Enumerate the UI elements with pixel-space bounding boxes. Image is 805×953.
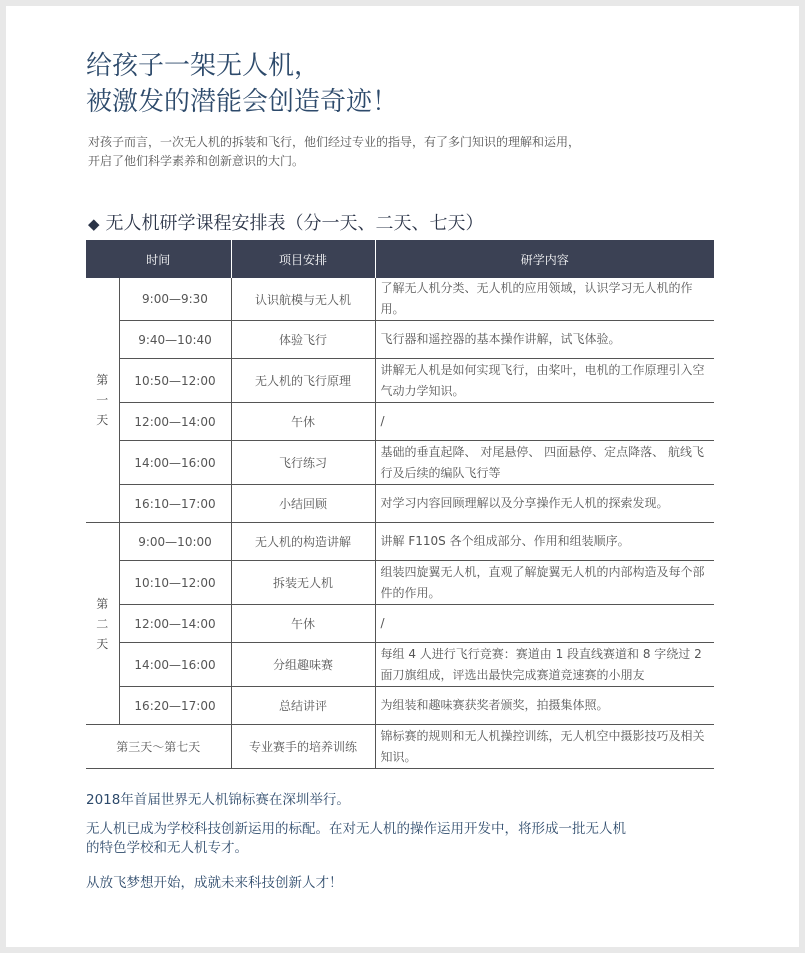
table-row	[86, 687, 714, 725]
title-line-1: 给孩子一架无人机，	[86, 51, 321, 81]
content-cell: 讲解无人机是如何实现飞行，由桨叶，电机的工作原理引入空气动力学知识。	[375, 359, 714, 403]
page-title	[86, 48, 398, 120]
time-cell: 14:00—16:00	[119, 441, 231, 485]
title-line-2: 被激发的潜能会创造奇迹！	[86, 87, 399, 117]
time-cell: 14:00—16:00	[119, 643, 231, 687]
time-cell: 9:40—10:40	[119, 321, 231, 359]
time-cell: 9:00—10:00	[119, 523, 231, 561]
content-cell: /	[375, 403, 714, 441]
project-cell: 认识航模与无人机	[231, 278, 375, 321]
project-cell: 午休	[231, 403, 375, 441]
content-cell: 了解无人机分类、无人机的应用领域，认识学习无人机的作用。	[375, 278, 714, 321]
project-cell: 午休	[231, 605, 375, 643]
content-cell: 每组 4 人进行飞行竞赛：赛道由 1 段直线赛道和 8 字绕过 2 面刀旗组成，评选出最快完成赛道竞速赛的小朋友	[375, 643, 714, 687]
header-content: 研学内容	[375, 240, 714, 278]
content-cell: 组装四旋翼无人机，直观了解旋翼无人机的内部构造及每个部件的作用。	[375, 561, 714, 605]
content-cell: 飞行器和遥控器的基本操作讲解，试飞体验。	[375, 321, 714, 359]
day-label-1: 第 一 天	[86, 278, 119, 523]
intro-paragraph	[88, 133, 688, 171]
time-cell: 10:50—12:00	[119, 359, 231, 403]
header-project: 项目安排	[231, 240, 375, 278]
project-cell: 专业赛手的培养训练	[231, 725, 375, 769]
time-cell: 16:20—17:00	[119, 687, 231, 725]
project-cell: 小结回顾	[231, 485, 375, 523]
project-cell: 体验飞行	[231, 321, 375, 359]
document-page	[6, 6, 799, 947]
intro-line-2: 开启了他们科学素养和创新意识的大门。	[88, 154, 305, 168]
table-row	[86, 278, 714, 321]
time-cell: 第三天～第七天	[86, 725, 231, 769]
header-time: 时间	[86, 240, 231, 278]
table-header-row	[86, 240, 714, 278]
day-label-2: 第 二 天	[86, 523, 119, 725]
project-cell: 总结讲评	[231, 687, 375, 725]
project-cell: 无人机的构造讲解	[231, 523, 375, 561]
table-row	[86, 441, 714, 485]
section-heading	[88, 209, 484, 235]
table-row	[86, 359, 714, 403]
content-cell: /	[375, 605, 714, 643]
time-cell: 10:10—12:00	[119, 561, 231, 605]
time-cell: 16:10—17:00	[119, 485, 231, 523]
time-cell: 12:00—14:00	[119, 403, 231, 441]
project-cell: 拆装无人机	[231, 561, 375, 605]
schedule-table	[86, 240, 714, 769]
content-cell: 讲解 F110S 各个组成部分、作用和组装顺序。	[375, 523, 714, 561]
table-row	[86, 643, 714, 687]
content-cell: 为组装和趣味赛获奖者颁奖，拍摄集体照。	[375, 687, 714, 725]
time-cell: 12:00—14:00	[119, 605, 231, 643]
footer-paragraph-2-line-2: 的特色学校和无人机专才。	[86, 840, 248, 856]
project-cell: 飞行练习	[231, 441, 375, 485]
table-row	[86, 403, 714, 441]
footer-paragraph-3: 从放飞梦想开始，成就未来科技创新人才！	[86, 875, 343, 891]
footer-paragraph-2-line-1: 无人机已成为学校科技创新运用的标配。在对无人机的操作运用开发中，将形成一批无人机	[86, 821, 626, 837]
project-cell: 分组趣味赛	[231, 643, 375, 687]
diamond-bullet-icon: ◆	[88, 215, 100, 233]
table-row	[86, 561, 714, 605]
table-row	[86, 321, 714, 359]
section-heading-text: 无人机研学课程安排表（分一天、二天、七天）	[105, 213, 484, 234]
time-cell: 9:00—9:30	[119, 278, 231, 321]
content-cell: 锦标赛的规则和无人机操控训练，无人机空中摄影技巧及相关知识。	[375, 725, 714, 769]
table-row	[86, 725, 714, 769]
content-cell: 基础的垂直起降、 对尾悬停、 四面悬停、定点降落、 航线飞行及后续的编队飞行等	[375, 441, 714, 485]
content-cell: 对学习内容回顾理解以及分享操作无人机的探索发现。	[375, 485, 714, 523]
intro-line-1: 对孩子而言，一次无人机的拆装和飞行，他们经过专业的指导，有了多门知识的理解和运用，	[88, 135, 581, 149]
table-row	[86, 605, 714, 643]
project-cell: 无人机的飞行原理	[231, 359, 375, 403]
table-row	[86, 523, 714, 561]
table-row	[86, 485, 714, 523]
footer-paragraph-1: 2018年首届世界无人机锦标赛在深圳举行。	[86, 792, 350, 808]
footer-text	[86, 791, 626, 893]
